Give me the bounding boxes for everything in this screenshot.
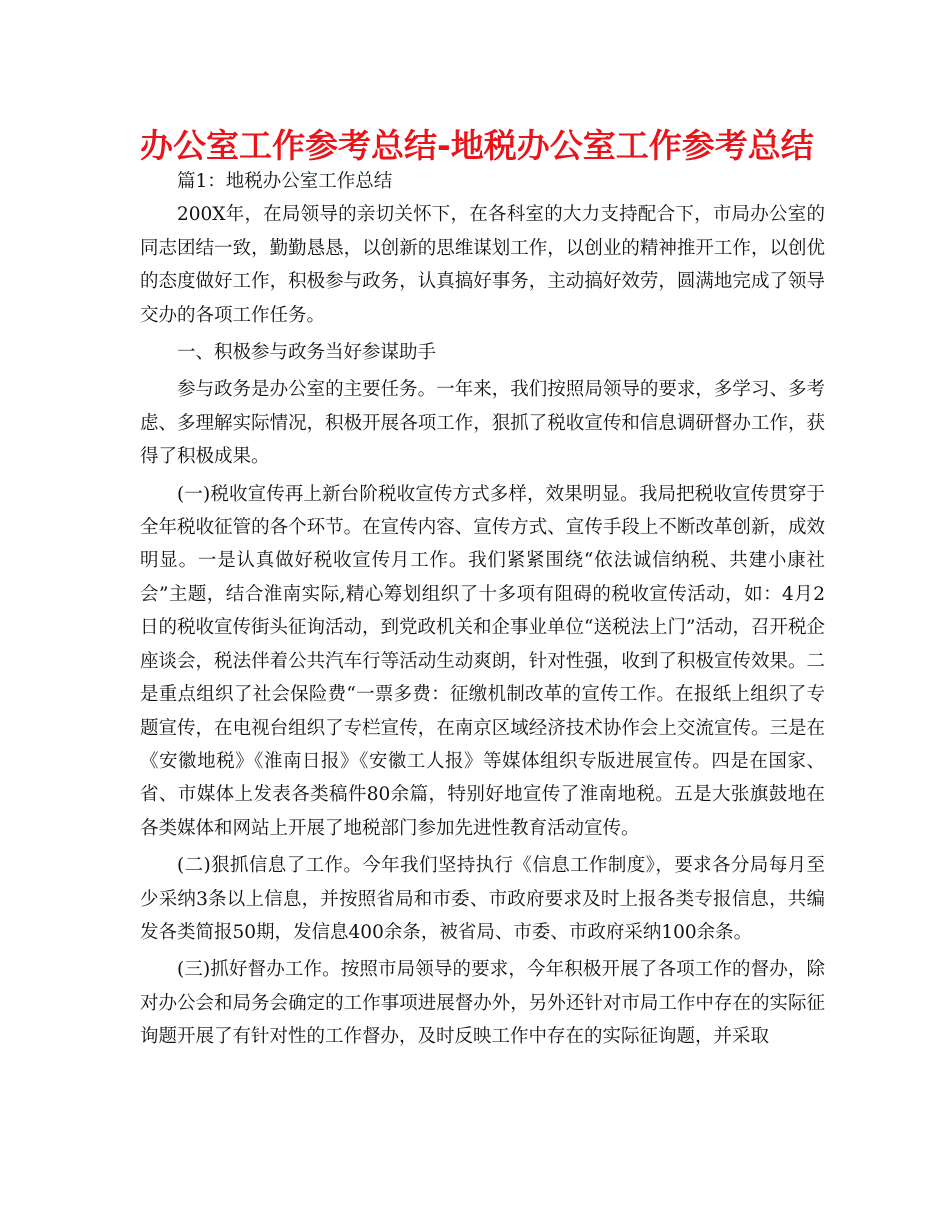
subsection-heading: 一、积极参与政务当好参谋助手: [177, 342, 437, 364]
paragraph: 参与政务是办公室的主要任务。一年来，我们按照局领导的要求，多学习、多考虑、多理解实际情况，积极开展各项工作，狠抓了税收宣传和信息调研督办工作，获得了积极成果。: [140, 379, 825, 468]
document-title: 办公室工作参考总结-地税办公室工作参考总结: [140, 126, 814, 165]
paragraph: (一)税收宣传再上新台阶税收宣传方式多样，效果明显。我局把税收宣传贯穿于全年税收征管的各个环节。在宣传内容、宣传方式、宣传手段上不断改革创新，成效明显。一是认真做好税收宣传月工作。我们紧紧围绕“依法诚信纳税、共建小康社会”主题，结合淮南实际,精心筹划组织了十多项有阻碍的税收宣传活动，如：4月2日的税收宣传街头征询活动，到党政机关和企事业单位“送税法上门”活动，召开税企座谈会，税法伴着公共汽车行等活动生动爽朗，针对性强，收到了积极宣传效果。二是重点组织了社会保险费“一票多费：征缴机制改革的宣传工作。在报纸上组织了专题宣传，在电视台组织了专栏宣传，在南京区域经济技术协作会上交流宣传。三是在《安徽地税》《淮南日报》《安徽工人报》等媒体组织专版进展宣传。四是在国家、省、市媒体上发表各类稿件80余篇，特别好地宣传了淮南地税。五是大张旗鼓地在各类媒体和网站上开展了地税部门参加先进性教育活动宣传。: [140, 483, 825, 839]
paragraph: (二)狠抓信息了工作。今年我们坚持执行《信息工作制度》，要求各分局每月至少采纳3条以上信息，并按照省局和市委、市政府要求及时上报各类专报信息，共编发各类简报50期，发信息400余条，被省局、市委、市政府采纳100余条。: [140, 855, 825, 943]
section-heading: 篇1：地税办公室工作总结: [177, 171, 393, 192]
document-body: [140, 165, 825, 1054]
paragraph: (三)抓好督办工作。按照市局领导的要求，今年积极开展了各项工作的督办，除对办公会和局务会确定的工作事项进展督办外，另外还针对市局工作中存在的实际征询题开展了有针对性的工作督办，及时反映工作中存在的实际征询题，并采取: [140, 959, 825, 1048]
paragraph: 200X年，在局领导的亲切关怀下，在各科室的大力支持配合下，市局办公室的同志团结一致，勤勤恳恳，以创新的思维谋划工作，以创业的精神推开工作，以创优的态度做好工作，积极参与政务，认真搞好事务，主动搞好效劳，圆满地完成了领导交办的各项工作任务。: [140, 204, 825, 326]
